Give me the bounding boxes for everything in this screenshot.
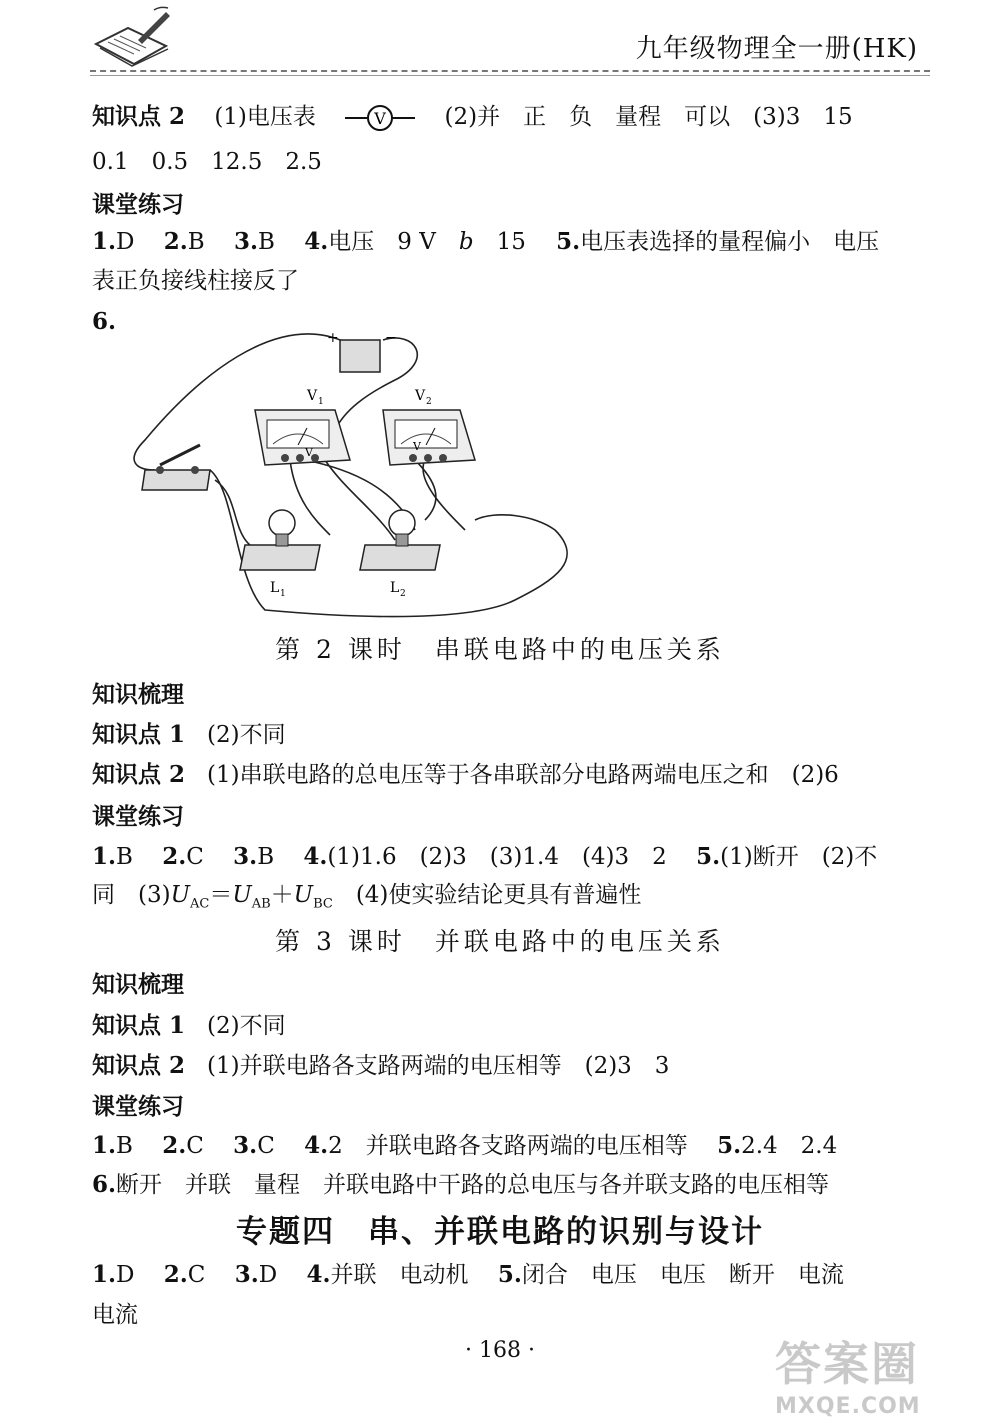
q-num: 5. xyxy=(717,1132,742,1159)
q-num: 1. xyxy=(92,1132,117,1159)
kp1-label: 知识点 1 xyxy=(92,1012,186,1039)
lesson2-kp2 xyxy=(92,756,839,789)
q-num: 6. xyxy=(92,1171,117,1198)
topic4-answer-line-2: 电流 xyxy=(92,1302,138,1328)
answer: 2.4 2.4 xyxy=(741,1133,838,1159)
voltmeter-2-icon xyxy=(383,388,475,465)
q-num: 2. xyxy=(162,1132,187,1159)
q-num: 3. xyxy=(234,1261,259,1288)
q-num: 3. xyxy=(233,1132,258,1159)
header-title: 九年级物理全一册(HK) xyxy=(635,34,918,64)
answer: C xyxy=(186,844,204,870)
kp2-line-2: 0.1 0.5 12.5 2.5 xyxy=(92,149,322,175)
answer: D xyxy=(258,1262,278,1288)
q-num: 5. xyxy=(696,843,721,870)
answer: C xyxy=(187,1262,206,1288)
kp2-line xyxy=(92,98,853,132)
answer: 断开 并联 量程 并联电路中干路的总电压与各并联支路的电压相等 xyxy=(116,1172,830,1198)
lesson3-kp2 xyxy=(92,1047,669,1080)
voltmeter-1-icon xyxy=(255,388,350,465)
u-ab: U xyxy=(232,882,252,908)
kp2-label: 知识点 2 xyxy=(92,103,186,130)
lesson2-answer-line-1 xyxy=(92,838,877,871)
switch-icon xyxy=(142,445,210,490)
equals: ＝ xyxy=(209,882,233,908)
q-num: 4. xyxy=(306,1261,331,1288)
lamp-1-icon xyxy=(240,510,320,599)
q-num: 2. xyxy=(162,843,187,870)
voltmeter-symbol-icon xyxy=(345,104,415,132)
kp2-text-b: (2)并 正 负 量程 可以 (3)3 15 xyxy=(444,104,853,130)
answer: (4)使实验结论更具有普遍性 xyxy=(332,882,642,908)
lesson3-answer-line-1 xyxy=(92,1127,837,1160)
battery-plus: + xyxy=(327,330,339,346)
kp2-text: (1)并联电路各支路两端的电压相等 (2)3 3 xyxy=(207,1053,670,1079)
answer: 15 xyxy=(473,229,549,255)
answer: B xyxy=(258,229,275,255)
v1-meter-v: V xyxy=(305,446,313,459)
battery-minus: − xyxy=(385,330,397,346)
answer: C xyxy=(257,1133,275,1159)
page-number: · 168 · xyxy=(465,1338,535,1363)
v2-label: V xyxy=(415,388,426,404)
q-num: 4. xyxy=(303,843,328,870)
answer: B xyxy=(257,844,275,870)
q-num: 4. xyxy=(304,1132,329,1159)
answer: 同 (3) xyxy=(92,882,171,908)
v2-meter-v: V xyxy=(413,440,421,453)
q-num: 1. xyxy=(92,1261,117,1288)
v1-sub: 1 xyxy=(318,397,324,407)
answer-line-1 xyxy=(92,223,879,256)
u-ac: U xyxy=(170,882,190,908)
lesson2-kp1 xyxy=(92,716,286,749)
kp2-label: 知识点 2 xyxy=(92,1052,186,1079)
answer-italic: b xyxy=(458,229,474,255)
watermark xyxy=(775,1328,950,1419)
v2-sub: 2 xyxy=(426,397,432,407)
answer: B xyxy=(187,229,205,255)
q-num: 3. xyxy=(234,228,259,255)
lesson3-answer-line-2 xyxy=(92,1166,829,1199)
plus: ＋ xyxy=(270,882,294,908)
answer: C xyxy=(186,1133,204,1159)
answer: (1)断开 (2)不 xyxy=(720,844,878,870)
answer: 闭合 电压 电压 断开 电流 xyxy=(521,1262,844,1288)
q-num: 4. xyxy=(304,228,329,255)
lesson2-practice-label: 课堂练习 xyxy=(92,803,184,830)
q-num: 2. xyxy=(163,1261,188,1288)
answer: B xyxy=(116,844,133,870)
l1-sub: 1 xyxy=(280,589,286,599)
notebook-pen-logo xyxy=(88,6,178,68)
kp2-text-a: (1)电压表 xyxy=(214,104,316,130)
watermark-url: MXQE.COM xyxy=(775,1394,921,1419)
lesson3-kp1 xyxy=(92,1007,286,1040)
l2-label: L xyxy=(390,580,400,596)
watermark-main: 答案圈 xyxy=(775,1337,919,1391)
kp1-label: 知识点 1 xyxy=(92,721,186,748)
answer: D xyxy=(116,1262,135,1288)
q6-label: 6. xyxy=(92,308,117,335)
kp1-text: (2)不同 xyxy=(207,1013,286,1039)
answer-line-2: 表正负接线柱接反了 xyxy=(92,268,299,294)
answer: B xyxy=(116,1133,133,1159)
u-bc-sub: BC xyxy=(313,896,333,912)
kp2-label: 知识点 2 xyxy=(92,761,186,788)
lesson3-review-label: 知识梳理 xyxy=(92,971,184,998)
practice-label-1: 课堂练习 xyxy=(92,191,184,218)
header-divider xyxy=(90,70,930,72)
u-ac-sub: AC xyxy=(189,896,210,912)
answer: 电压 9 V xyxy=(328,229,459,255)
l1-label: L xyxy=(270,580,280,596)
q-num: 2. xyxy=(163,228,188,255)
lesson3-practice-label: 课堂练习 xyxy=(92,1093,184,1120)
circuit-diagram xyxy=(115,320,615,620)
topic4-title: 专题四 串、并联电路的识别与设计 xyxy=(236,1214,764,1250)
kp2-text: (1)串联电路的总电压等于各串联部分电路两端电压之和 (2)6 xyxy=(207,762,839,788)
voltmeter-symbol-letter: V xyxy=(374,109,387,128)
q-num: 3. xyxy=(233,843,258,870)
q-num: 1. xyxy=(92,843,117,870)
lamp-2-icon xyxy=(360,510,440,599)
kp1-text: (2)不同 xyxy=(207,722,286,748)
lesson2-review-label: 知识梳理 xyxy=(92,681,184,708)
q-num: 1. xyxy=(92,228,117,255)
u-bc: U xyxy=(293,882,314,908)
lesson2-title: 第 2 课时 串联电路中的电压关系 xyxy=(275,635,725,664)
answer: 电压表选择的量程偏小 电压 xyxy=(580,229,880,255)
q-num: 5. xyxy=(497,1261,522,1288)
v1-label: V xyxy=(307,388,318,404)
u-ab-sub: AB xyxy=(251,896,271,912)
header-divider-thin xyxy=(90,75,930,76)
q-num: 5. xyxy=(556,228,581,255)
answer: (1)1.6 (2)3 (3)1.4 (4)3 2 xyxy=(327,844,667,870)
topic4-answer-line-1 xyxy=(92,1256,844,1289)
answer: D xyxy=(116,229,135,255)
answer: 2 并联电路各支路两端的电压相等 xyxy=(328,1133,688,1159)
lesson2-answer-line-2 xyxy=(92,876,641,912)
l2-sub: 2 xyxy=(400,589,406,599)
answer: 并联 电动机 xyxy=(330,1262,469,1288)
lesson3-title: 第 3 课时 并联电路中的电压关系 xyxy=(275,927,725,956)
